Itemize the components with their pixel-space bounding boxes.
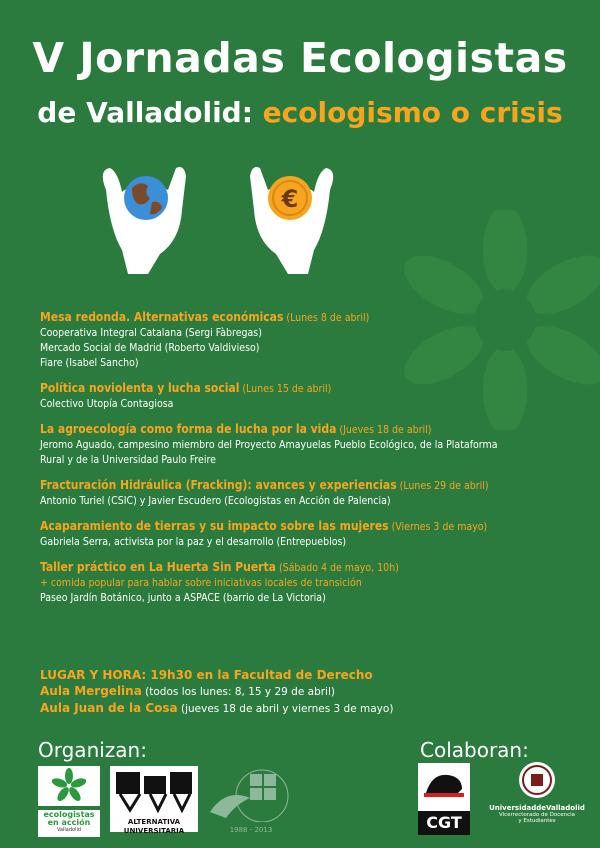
event-line: Jeromo Aguado, campesino miembro del Proyecto Amayuelas Pueblo Ecológico, de la Plataforma [40, 439, 498, 451]
event-date: (Lunes 29 de abril) [399, 480, 489, 492]
ecologistas-logo [38, 766, 100, 832]
event-title: La agroecología como forma de lucha por la vida [40, 422, 337, 436]
event-line: Antonio Turiel (CSIC) y Javier Escudero (Ecologistas en Acción de Palencia) [40, 495, 391, 507]
dove-icon [206, 768, 296, 822]
event-date: (Jueves 18 de abril) [339, 424, 432, 436]
event-title: Acaparamiento de tierras y su impacto sobre las mujeres [40, 519, 389, 533]
venue-time: LUGAR Y HORA: 19h30 en la Facultad de Derecho [40, 668, 373, 682]
event-line: Paseo Jardín Botánico, junto a ASPACE (barrio de La Victoria) [40, 592, 326, 604]
ecologistas-text: ecologistas [43, 810, 95, 819]
ecologistas-city: Valladolid [56, 827, 82, 833]
event-date: (Lunes 15 de abril) [242, 383, 332, 395]
event-line: Fiare (Isabel Sancho) [40, 357, 139, 369]
room-name: Aula Juan de la Cosa [40, 701, 178, 715]
event-line: Rural y de la Universidad Paulo Freire [40, 454, 216, 466]
event-title: Fracturación Hidráulica (Fracking): avances y experiencias [40, 478, 397, 492]
room-name: Aula Mergelina [40, 684, 142, 698]
room-detail: (jueves 18 de abril y viernes 3 de mayo) [180, 703, 394, 715]
event-line: Cooperativa Integral Catalana (Sergi Fàbregas) [40, 327, 262, 339]
event-title: Taller práctico en La Huerta Sin Puerta [40, 560, 276, 574]
event-title: Política noviolenta y lucha social [40, 381, 240, 395]
protest-figures-icon [110, 766, 198, 814]
list-item [40, 519, 590, 550]
page-title: V Jornadas Ecologistas [32, 34, 568, 82]
cgt-logo [418, 763, 470, 831]
event-extra: + comida popular para hablar sobre iniciativas locales de transición [40, 577, 362, 589]
svg-text:€: € [281, 185, 299, 213]
list-item [40, 422, 590, 468]
event-date: (Lunes 8 de abril) [286, 312, 370, 324]
list-item [40, 478, 590, 509]
sunflower-icon [38, 766, 100, 806]
alternativa-universitaria-logo [110, 766, 198, 835]
list-item [40, 560, 590, 606]
globe-icon [124, 176, 168, 220]
page-subtitle [0, 96, 600, 129]
hands-illustration [88, 150, 348, 280]
entrepueblos-years: 1988 - 2013 [229, 826, 273, 834]
uva-name: UniversidaddeValladolid [489, 804, 585, 812]
university-seal-icon [478, 760, 596, 800]
event-line: Colectivo Utopía Contagiosa [40, 398, 174, 410]
cgt-text: CGT [418, 811, 470, 835]
list-item [40, 310, 590, 371]
program-list [40, 310, 590, 616]
fist-icon [418, 763, 470, 807]
list-item [40, 381, 590, 412]
event-date: (Sábado 4 de mayo, 10h) [278, 562, 399, 574]
event-title: Mesa redonda. Alternativas económicas [40, 310, 284, 324]
uva-sub: y Estudiantes [518, 818, 556, 824]
event-date: (Viernes 3 de mayo) [391, 521, 488, 533]
ecologistas-text: en acción [47, 818, 91, 827]
venue-info [40, 667, 590, 717]
subtitle-orange: ecologismo o crisis [262, 96, 563, 129]
entrepueblos-logo [206, 768, 296, 832]
room-detail: (todos los lunes: 8, 15 y 29 de abril) [145, 686, 335, 698]
alternativa-text: ALTERNATIVA UNIVERSITARIA [123, 818, 185, 835]
uva-logo [478, 760, 596, 832]
uva-sub: Vicerrectorado de Docencia [498, 812, 576, 818]
organizers-label: Organizan: [38, 738, 147, 762]
collaborators-label: Colaboran: [420, 738, 529, 762]
subtitle-white: de Valladolid: [37, 96, 263, 129]
event-line: Gabriela Serra, activista por la paz y el desarrollo (Entrepueblos) [40, 536, 347, 548]
euro-coin-icon [268, 176, 312, 220]
event-line: Mercado Social de Madrid (Roberto Valdivieso) [40, 342, 260, 354]
